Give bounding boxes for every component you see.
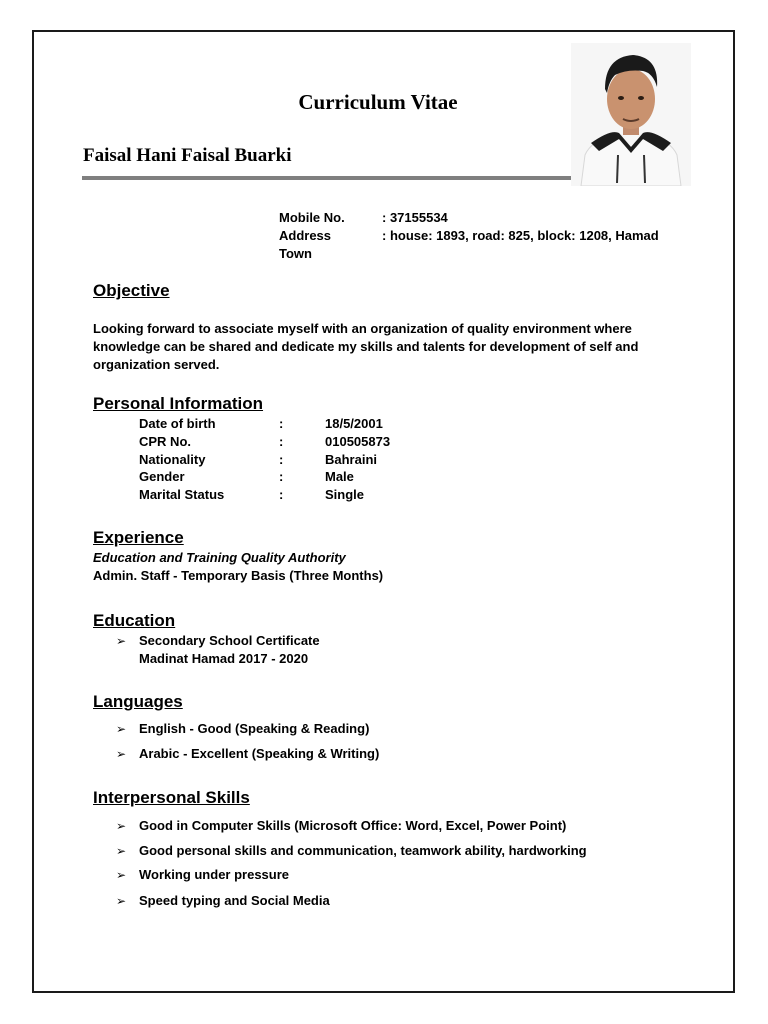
bullet-arrow-icon: ➢ (116, 894, 127, 908)
cpr-separator: : (279, 434, 284, 449)
marital-status-separator: : (279, 487, 284, 502)
skill-item: Good personal skills and communication, teamwork ability, hardworking (139, 843, 587, 858)
portrait-image (571, 43, 691, 186)
dob-value: 18/5/2001 (325, 416, 383, 431)
candidate-name: Faisal Hani Faisal Buarki (83, 145, 292, 166)
name-underline-rule (82, 176, 571, 180)
skills-heading: Interpersonal Skills (93, 788, 250, 807)
mobile-label: Mobile No. (279, 210, 345, 225)
document-title: Curriculum Vitae (298, 90, 458, 114)
objective-heading: Objective (93, 281, 170, 300)
education-school: Madinat Hamad 2017 - 2020 (139, 651, 309, 666)
skill-item: Good in Computer Skills (Microsoft Office: Word, Excel, Power Point) (139, 818, 567, 833)
bullet-arrow-icon: ➢ (116, 819, 127, 833)
experience-heading: Experience (93, 528, 184, 547)
address-label: Address (279, 228, 332, 243)
skill-item: Speed typing and Social Media (139, 893, 330, 908)
experience-organization: Education and Training Quality Authority (93, 550, 346, 565)
nationality-value: Bahraini (325, 452, 378, 467)
address-continuation: Town (279, 246, 312, 261)
cpr-value: 010505873 (325, 434, 391, 449)
objective-line: Looking forward to associate myself with an organization of quality environment where (93, 321, 632, 336)
gender-separator: : (279, 469, 284, 484)
education-heading: Education (93, 611, 176, 630)
dob-separator: : (279, 416, 284, 431)
address-value: : house: 1893, road: 825, block: 1208, Hamad (382, 228, 659, 243)
objective-line: knowledge can be shared and dedicate my skills and talents for development of self and (93, 339, 639, 354)
marital-status-label: Marital Status (139, 487, 225, 502)
language-item: English - Good (Speaking & Reading) (139, 721, 370, 736)
profile-photo (571, 43, 691, 186)
bullet-arrow-icon: ➢ (116, 634, 127, 648)
gender-label: Gender (139, 469, 185, 484)
dob-label: Date of birth (139, 416, 216, 431)
bullet-arrow-icon: ➢ (116, 747, 127, 761)
languages-heading: Languages (93, 692, 183, 711)
mobile-value: : 37155534 (382, 210, 448, 225)
experience-role: Admin. Staff - Temporary Basis (Three Months) (93, 568, 384, 583)
personal-info-heading: Personal Information (93, 394, 264, 413)
objective-line: organization served. (93, 357, 220, 372)
gender-value: Male (325, 469, 354, 484)
education-certificate: Secondary School Certificate (139, 633, 320, 648)
nationality-separator: : (279, 452, 284, 467)
cpr-label: CPR No. (139, 434, 191, 449)
bullet-arrow-icon: ➢ (116, 844, 127, 858)
bullet-arrow-icon: ➢ (116, 722, 127, 736)
nationality-label: Nationality (139, 452, 206, 467)
skill-item: Working under pressure (139, 867, 290, 882)
marital-status-value: Single (325, 487, 365, 502)
language-item: Arabic - Excellent (Speaking & Writing) (139, 746, 380, 761)
bullet-arrow-icon: ➢ (116, 868, 127, 882)
